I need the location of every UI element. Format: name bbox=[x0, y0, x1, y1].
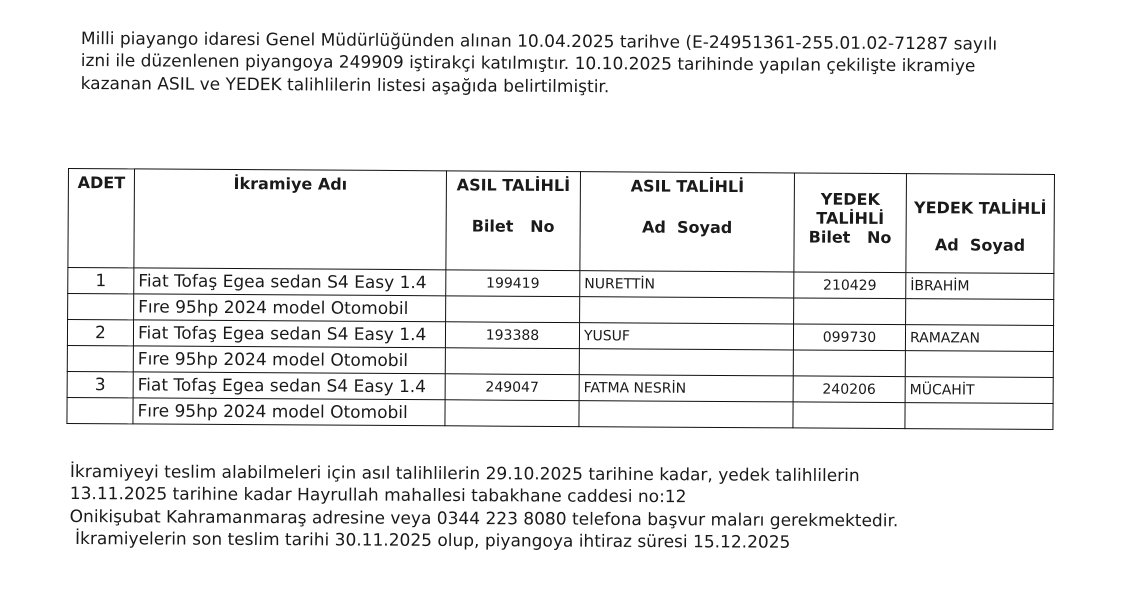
header-adet: ADET bbox=[68, 169, 135, 268]
prize-name-line1: Fiat Tofaş Egea sedan S4 Easy 1.4 bbox=[133, 372, 445, 400]
asil-bilet-no: 199419 bbox=[446, 270, 580, 297]
header-yedek-bilet-line3: Bilet No bbox=[808, 227, 892, 248]
asil-bilet-no: 193388 bbox=[445, 322, 579, 349]
header-asil-bilet-bottom: Bilet No bbox=[471, 216, 555, 236]
empty-cell bbox=[445, 348, 579, 375]
header-asil-bilet-no bbox=[446, 171, 581, 271]
table-row bbox=[67, 397, 1053, 429]
yedek-bilet-no: 099730 bbox=[793, 324, 905, 351]
empty-cell bbox=[905, 403, 1053, 430]
header-asil-ad-top: ASIL TALİHLİ bbox=[630, 176, 745, 197]
adet-cell: 1 bbox=[68, 268, 134, 294]
adet-cell-empty bbox=[68, 294, 134, 320]
prize-name-line1: Fiat Tofaş Egea sedan S4 Easy 1.4 bbox=[133, 320, 445, 348]
footer-line: Onikişubat Kahramanmaraş adresine veya 0344 223 8080 telefona başvur maları gerekmektedir. bbox=[69, 506, 899, 532]
asil-ad-soyad: NURETTİN bbox=[580, 271, 794, 298]
adet-cell: 3 bbox=[67, 371, 133, 397]
empty-cell bbox=[793, 402, 905, 429]
intro-line: Milli piayango idaresi Genel Müdürlüğünden alınan 10.04.2025 tarihve (E-24951361-255.01.02-71287 sayılı bbox=[80, 28, 998, 55]
header-asil-ad-soyad bbox=[580, 172, 795, 272]
header-ikramiye-adi: İkramiye Adı bbox=[134, 169, 447, 270]
empty-cell bbox=[794, 298, 906, 325]
empty-cell bbox=[445, 400, 579, 427]
adet-cell-empty bbox=[67, 397, 133, 423]
header-yedek-ad-soyad bbox=[906, 174, 1055, 274]
adet-cell: 2 bbox=[67, 320, 133, 346]
yedek-ad-soyad: MÜCAHİT bbox=[905, 377, 1053, 404]
prize-name-line2: Fıre 95hp 2024 model Otomobil bbox=[134, 294, 446, 322]
footer-line: İkramiyeyi teslim alabilmeleri için asıl talihlilerin 29.10.2025 tarihine kadar, yedek talihlilerin bbox=[69, 462, 860, 487]
header-yedek-ad-top: YEDEK TALİHLİ bbox=[913, 198, 1047, 218]
prize-table bbox=[66, 168, 1055, 430]
adet-cell-empty bbox=[67, 345, 133, 371]
asil-bilet-no: 249047 bbox=[445, 374, 579, 401]
empty-cell bbox=[580, 297, 794, 324]
empty-cell bbox=[579, 349, 793, 376]
yedek-ad-soyad: İBRAHİM bbox=[906, 273, 1054, 300]
header-yedek-bilet-no bbox=[794, 173, 907, 273]
empty-cell bbox=[906, 299, 1054, 326]
yedek-bilet-no: 210429 bbox=[794, 272, 906, 299]
header-yedek-bilet-line1: YEDEK bbox=[820, 189, 880, 209]
prize-name-line2: Fıre 95hp 2024 model Otomobil bbox=[133, 346, 445, 374]
footer-line: İkramiyelerin son teslim tarihi 30.11.2025 olup, piyangoya ihtiraz süresi 15.12.2025 bbox=[69, 529, 791, 554]
footer-line: 13.11.2025 tarihine kadar Hayrullah mahallesi tabakhane caddesi no:12 bbox=[69, 484, 687, 508]
empty-cell bbox=[579, 401, 793, 428]
empty-cell bbox=[905, 351, 1053, 378]
asil-ad-soyad: FATMA NESRİN bbox=[579, 375, 793, 402]
yedek-ad-soyad: RAMAZAN bbox=[905, 325, 1053, 352]
intro-line: kazanan ASIL ve YEDEK talihlilerin listesi aşağıda belirtilmiştir. bbox=[80, 73, 610, 98]
header-asil-bilet-top: ASIL TALİHLİ bbox=[456, 175, 571, 196]
header-yedek-ad-bottom: Ad Soyad bbox=[934, 235, 1026, 255]
yedek-bilet-no: 240206 bbox=[793, 376, 905, 403]
prize-name-line2: Fıre 95hp 2024 model Otomobil bbox=[133, 398, 445, 426]
empty-cell bbox=[446, 296, 580, 323]
asil-ad-soyad: YUSUF bbox=[579, 323, 793, 350]
prize-name-line1: Fiat Tofaş Egea sedan S4 Easy 1.4 bbox=[134, 268, 446, 296]
header-asil-ad-bottom: Ad Soyad bbox=[641, 217, 733, 238]
intro-paragraph bbox=[81, 28, 1011, 101]
empty-cell bbox=[793, 350, 905, 377]
footer-paragraph bbox=[70, 461, 950, 555]
intro-line: izni ile düzenlenen piyangoya 249909 iştirakçi katılmıştır. 10.10.2025 tarihinde yapılan çekilişte ikramiye bbox=[80, 51, 976, 77]
table-header-row bbox=[68, 169, 1055, 274]
header-yedek-bilet-line2: TALİHLİ bbox=[816, 208, 885, 228]
